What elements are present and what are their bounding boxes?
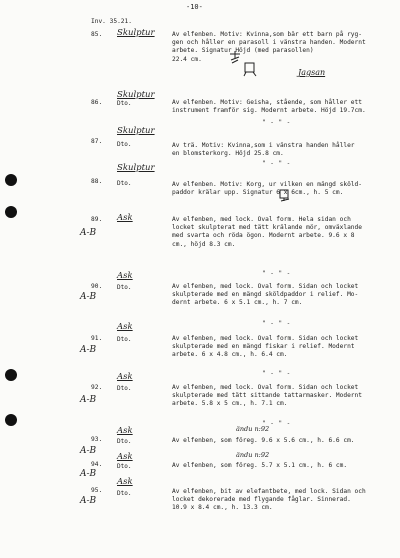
entry-number: 86.: [91, 99, 103, 106]
ditto-marks: " - " -: [262, 119, 291, 126]
category-handwritten: Ask: [117, 426, 133, 436]
binder-hole: [5, 206, 17, 218]
category-handwritten: Skulptur: [117, 163, 155, 173]
entry-number: 91.: [91, 335, 103, 342]
entry-description: [172, 99, 366, 115]
desc-line: locket dekorerade med flygande fåglar. Sinnerad.: [172, 496, 351, 504]
ab-parts-mark: A-B: [80, 292, 97, 302]
desc-line: Av elfenben, bit av elefantbete, med lock. Sidan och: [172, 488, 366, 495]
desc-line: skulpterade med en mängd sköldpaddor i relief. Mo-: [172, 291, 359, 299]
ab-parts-mark: A-B: [80, 469, 97, 479]
category-handwritten: Ask: [117, 372, 133, 382]
ditto-marks: " - " -: [262, 370, 291, 377]
desc-line: Av elfenben. Motiv: Korg, ur vilken en mängd sköld-: [172, 181, 362, 188]
desc-line: Av elfenben, som föreg. 9.6 x 5.6 cm., h. 6.6 cm.: [172, 437, 355, 444]
desc-line: dernt arbete. 6 x 5.1 cm., h. 7 cm.: [172, 299, 303, 307]
binder-hole: [5, 174, 17, 186]
ditto-marks: " - " -: [262, 420, 291, 427]
desc-line: en blomsterkorg. Höjd 25.8 cm.: [172, 150, 284, 158]
desc-line: 22.4 cm.: [172, 55, 202, 63]
signature-mark-icon: [278, 188, 292, 202]
entry-description: [172, 488, 366, 513]
ditto-label: Dto.: [117, 100, 132, 107]
entry-number: 94.: [91, 461, 103, 468]
page-number: -10-: [186, 3, 203, 11]
entry-number: 95.: [91, 487, 103, 494]
desc-line: paddor krälar upp. Signatur 6 x 6cm., h. 5 cm.: [172, 189, 344, 197]
desc-line: arbete. 5.8 x 5 cm., h. 7.1 cm.: [172, 400, 288, 408]
entry-number: 85.: [91, 31, 103, 38]
ditto-label: Dto.: [117, 385, 132, 392]
signature-mark-icon: [242, 60, 258, 78]
ditto-label: Dto.: [117, 284, 132, 291]
ditto-label: Dto.: [117, 141, 132, 148]
binder-hole: [5, 414, 17, 426]
ab-parts-mark: A-B: [80, 395, 97, 405]
entry-description: [172, 384, 362, 409]
category-handwritten: Ask: [117, 452, 133, 462]
desc-line: instrument framför sig. Modernt arbete. Höjd 19.7cm.: [172, 107, 366, 115]
entry-number: 92.: [91, 384, 103, 391]
inventory-header: Inv. 35.21.: [91, 18, 132, 25]
desc-line: Av elfenben. Motiv: Geisha, stående, som håller ett: [172, 99, 362, 106]
ab-parts-mark: A-B: [80, 496, 97, 506]
ab-parts-mark: A-B: [80, 446, 97, 456]
category-handwritten: Skulptur: [117, 90, 155, 100]
entry-description: [172, 335, 358, 360]
category-handwritten: Ask: [117, 477, 133, 487]
ditto-label: Dto.: [117, 180, 132, 187]
category-handwritten: Ask: [117, 322, 133, 332]
desc-line: Av elfenben, med lock. Oval form. Sidan och locket: [172, 335, 359, 342]
entry-number: 89.: [91, 216, 103, 223]
entry-description: [172, 216, 362, 249]
entry-number: 88.: [91, 178, 103, 185]
entry-description: [172, 31, 366, 64]
ditto-label: Dto.: [117, 490, 132, 497]
entry-description: [172, 283, 358, 308]
desc-line: arbete. Signatur Höjd (med parasollen): [172, 47, 314, 55]
desc-line: gen och håller en parasoll i vänstra handen. Modernt: [172, 39, 366, 47]
handwritten-note: ändu n:92: [236, 451, 270, 459]
handwritten-note: ändu n:92: [236, 425, 270, 433]
desc-line: Av elfenben, med lock. Oval form. Hela sidan och: [172, 216, 351, 223]
desc-line: arbete. 6 x 4.8 cm., h. 6.4 cm.: [172, 351, 288, 359]
entry-number: 90.: [91, 283, 103, 290]
entry-description: [172, 437, 355, 445]
entry-description: [172, 462, 347, 470]
ditto-marks: " - " -: [262, 160, 291, 167]
ditto-label: Dto.: [117, 336, 132, 343]
category-handwritten: Skulptur: [117, 28, 155, 38]
category-handwritten: Skulptur: [117, 126, 155, 136]
desc-line: 10.9 x 8.4 cm., h. 13.3 cm.: [172, 504, 273, 512]
desc-line: cm., höjd 8.3 cm.: [172, 240, 236, 248]
ditto-label: Dto.: [117, 438, 132, 445]
ditto-marks: " - " -: [262, 270, 291, 277]
handwritten-note: Jagsan: [298, 68, 326, 77]
category-handwritten: Ask: [117, 213, 133, 223]
desc-line: skulpterade med en mängd fiskar i relief. Modernt: [172, 343, 355, 351]
binder-hole: [5, 369, 17, 381]
desc-line: Av elfenben. Motiv: Kvinna,som bär ett barn på ryg-: [172, 31, 362, 38]
desc-line: Av elfenben, med lock. Oval form. Sidan och locket: [172, 283, 359, 290]
desc-line: Av elfenben, med lock. Oval form. Sidan och locket: [172, 384, 359, 391]
ditto-label: Dto.: [117, 463, 132, 470]
entry-description: [172, 181, 362, 197]
desc-line: med svarta och röda ögon. Modernt arbete. 9.6 x 8: [172, 232, 355, 240]
entry-description: [172, 142, 355, 158]
ab-parts-mark: A-B: [80, 345, 97, 355]
desc-line: skulpterade med tätt sittande tattarmasker. Modernt: [172, 392, 362, 400]
desc-line: Av elfenben, som föreg. 5.7 x 5.1 cm., h. 6 cm.: [172, 462, 348, 469]
signature-mark-icon: [228, 50, 242, 64]
ditto-marks: " - " -: [262, 320, 291, 327]
entry-number: 93.: [91, 436, 103, 443]
category-handwritten: Ask: [117, 271, 133, 281]
entry-number: 87.: [91, 138, 103, 145]
ab-parts-mark: A-B: [80, 228, 97, 238]
desc-line: locket skulpterat med tätt krälande mör, omväxlande: [172, 224, 362, 232]
desc-line: Av trä. Motiv: Kvinna,som i vänstra handen håller: [172, 142, 355, 149]
